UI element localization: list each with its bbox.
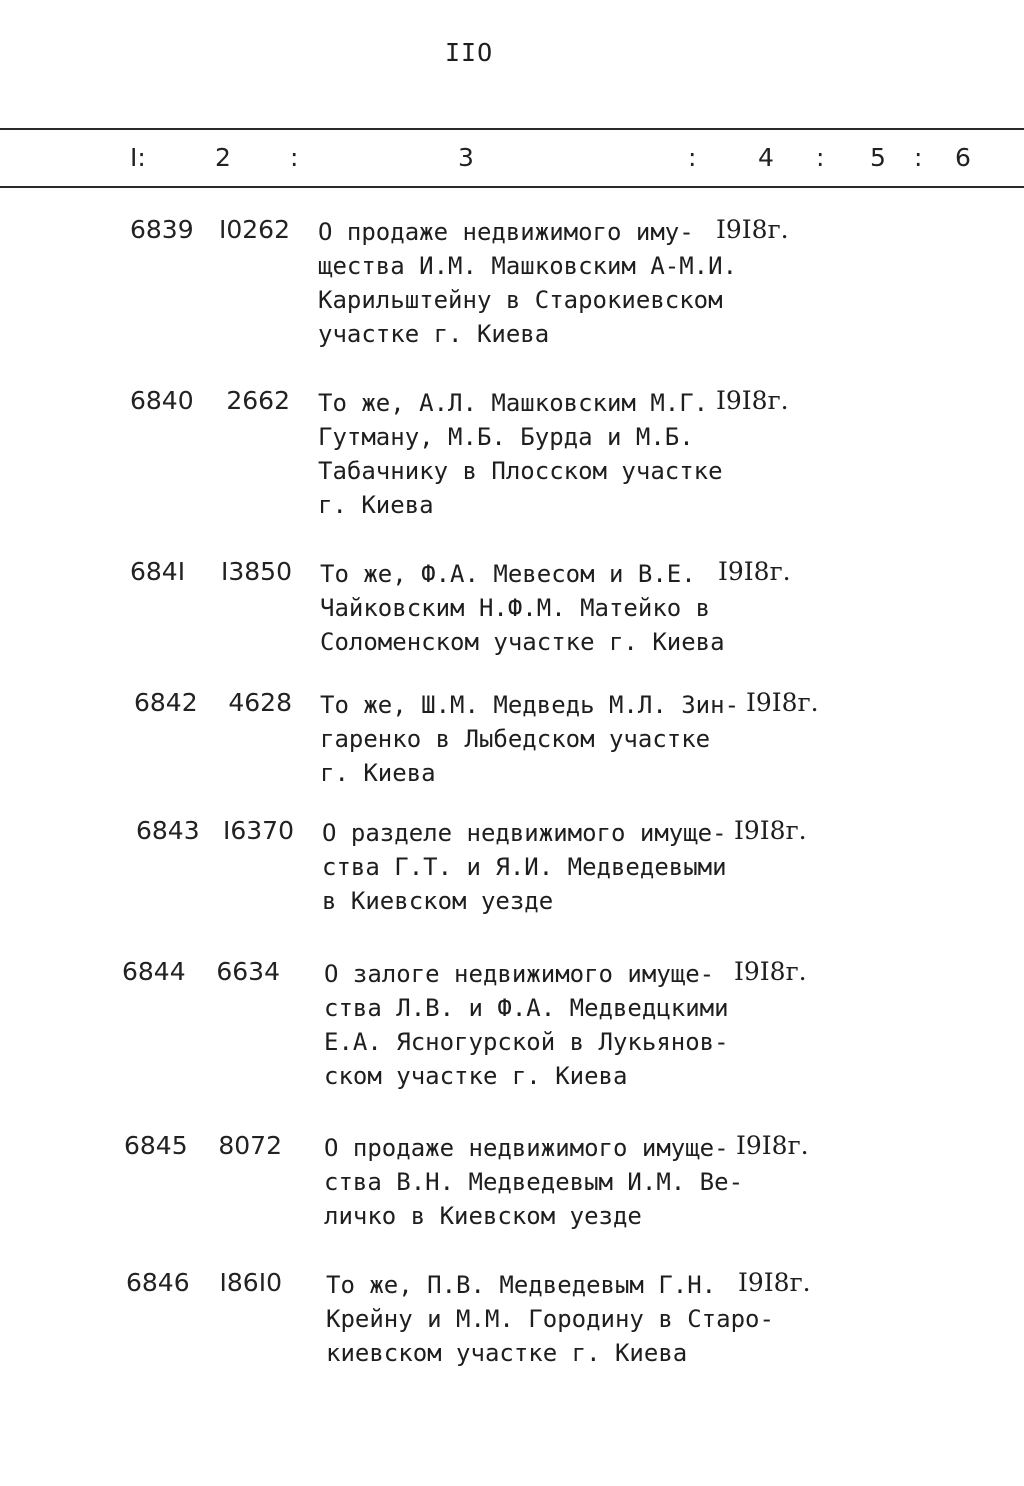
record-code: 6634 xyxy=(216,957,280,986)
record-code: I6370 xyxy=(223,816,294,845)
record-year: I9I8г. xyxy=(718,557,791,586)
column-separator: : xyxy=(914,143,923,172)
description-line: личко в Киевском уезде xyxy=(324,1202,642,1230)
description-line: Е.А. Ясногурской в Лукьянов- xyxy=(324,1028,729,1056)
record-year: I9I8г. xyxy=(734,957,807,986)
record-year: I9I8г. xyxy=(736,1131,809,1160)
description-line: О залоге недвижимого имуще- xyxy=(324,960,715,988)
description-line: Гутману, М.Б. Бурда и М.Б. xyxy=(318,423,694,451)
description-line: Соломенском участке г. Киева xyxy=(320,628,725,656)
description-line: Крейну и М.М. Городину в Старо- xyxy=(326,1305,774,1333)
header-top-rule xyxy=(0,128,1024,130)
record-description xyxy=(320,557,730,659)
description-line: г. Киева xyxy=(318,491,434,519)
record-number: 6846 xyxy=(126,1268,190,1297)
column-header-1: I: xyxy=(130,143,146,172)
description-line: О продаже недвижимого имуще- xyxy=(324,1134,729,1162)
record-description xyxy=(322,816,732,918)
description-line: Чайковским Н.Ф.М. Матейко в xyxy=(320,594,711,622)
description-line: щества И.М. Машковским А-М.И. xyxy=(318,252,738,280)
column-header-3: 3 xyxy=(458,143,474,172)
page-number: IIO xyxy=(445,38,494,67)
description-line: То же, Ф.А. Мевесом и В.Е. xyxy=(320,560,696,588)
column-header-6: 6 xyxy=(955,143,971,172)
record-number: 6845 xyxy=(124,1131,188,1160)
record-year: I9I8г. xyxy=(716,215,789,244)
description-line: ства В.Н. Медведевым И.М. Ве- xyxy=(324,1168,744,1196)
description-line: киевском участке г. Киева xyxy=(326,1339,688,1367)
record-number: 6844 xyxy=(122,957,186,986)
description-line: Табачнику в Плосском участке xyxy=(318,457,723,485)
record-description xyxy=(318,386,728,522)
record-description xyxy=(324,1131,744,1233)
column-header-4: 4 xyxy=(758,143,774,172)
record-number: 6842 xyxy=(134,688,198,717)
description-line: О продаже недвижимого иму- xyxy=(318,218,694,246)
record-year: I9I8г. xyxy=(738,1268,811,1297)
record-number: 684I xyxy=(130,557,186,586)
description-line: То же, А.Л. Машковским М.Г. xyxy=(318,389,709,417)
column-separator: : xyxy=(290,143,299,172)
record-code: I3850 xyxy=(221,557,292,586)
record-code: 4628 xyxy=(228,688,292,717)
record-year: I9I8г. xyxy=(734,816,807,845)
description-line: То же, Ш.М. Медведь М.Л. Зин- xyxy=(320,691,740,719)
description-line: ства Г.Т. и Я.И. Медведевыми xyxy=(322,853,727,881)
record-description xyxy=(326,1268,774,1370)
description-line: О разделе недвижимого имуще- xyxy=(322,819,727,847)
record-code: 2662 xyxy=(226,386,290,415)
record-description xyxy=(324,957,734,1093)
record-number: 6840 xyxy=(130,386,194,415)
description-line: участке г. Киева xyxy=(318,320,550,348)
record-number: 6843 xyxy=(136,816,200,845)
description-line: г. Киева xyxy=(320,759,436,787)
description-line: гаренко в Лыбедском участке xyxy=(320,725,711,753)
record-code: 8072 xyxy=(218,1131,282,1160)
header-bottom-rule xyxy=(0,186,1024,188)
column-separator: : xyxy=(816,143,825,172)
description-line: Карильштейну в Старокиевском xyxy=(318,286,723,314)
record-number: 6839 xyxy=(130,215,194,244)
record-code: I86I0 xyxy=(219,1268,282,1297)
record-year: I9I8г. xyxy=(716,386,789,415)
description-line: в Киевском уезде xyxy=(322,887,554,915)
record-code: I0262 xyxy=(219,215,290,244)
description-line: ском участке г. Киева xyxy=(324,1062,628,1090)
column-header-2: 2 xyxy=(215,143,231,172)
column-separator: : xyxy=(688,143,697,172)
record-year: I9I8г. xyxy=(746,688,819,717)
description-line: ства Л.В. и Ф.А. Медведцкими xyxy=(324,994,729,1022)
column-header-5: 5 xyxy=(870,143,886,172)
description-line: То же, П.В. Медведевым Г.Н. xyxy=(326,1271,717,1299)
record-description xyxy=(318,215,738,351)
record-description xyxy=(320,688,740,790)
